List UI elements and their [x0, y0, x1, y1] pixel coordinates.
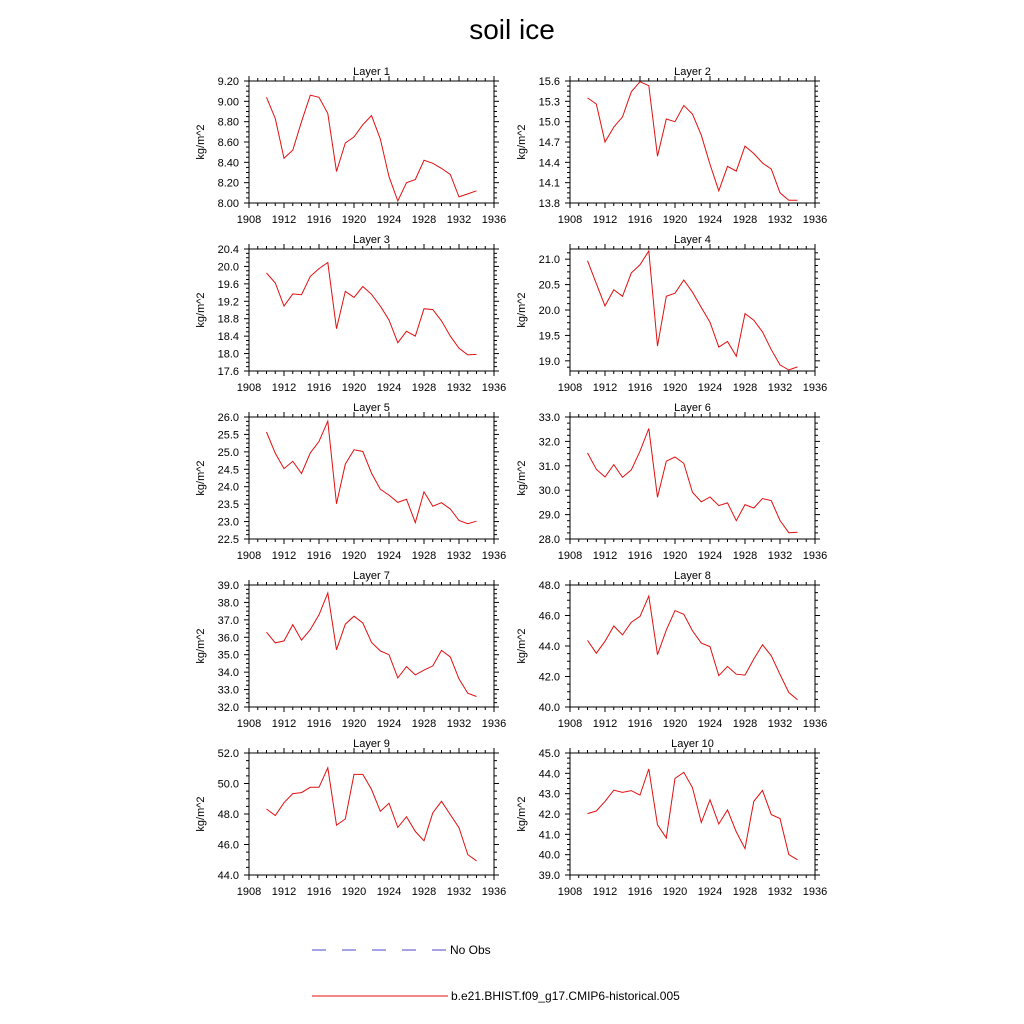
- x-tick-label: 1908: [236, 886, 262, 898]
- x-tick-label: 1924: [697, 718, 723, 730]
- x-tick-label: 1936: [802, 550, 828, 562]
- series-line-1: [267, 593, 477, 697]
- series-line-1: [267, 421, 477, 524]
- x-tick-label: 1928: [411, 382, 437, 394]
- y-tick-label: 18.0: [217, 348, 239, 361]
- x-tick-label: 1928: [411, 550, 437, 562]
- plot-frame: [249, 753, 494, 875]
- y-tick-label: 50.0: [217, 778, 239, 791]
- y-tick-label: 40.0: [538, 849, 560, 862]
- y-tick-label: 40.0: [538, 702, 560, 714]
- x-tick-label: 1916: [306, 718, 332, 730]
- x-tick-label: 1928: [411, 886, 437, 898]
- x-tick-label: 1924: [697, 550, 723, 562]
- y-axis-label: kg/m^2: [516, 628, 528, 664]
- panel-title: Layer 2: [674, 66, 711, 78]
- x-tick-label: 1928: [411, 718, 437, 730]
- x-tick-label: 1924: [376, 718, 402, 730]
- chart-panel-2: [516, 66, 827, 226]
- plot-frame: [249, 585, 494, 707]
- y-tick-label: 24.5: [217, 464, 239, 477]
- x-tick-label: 1928: [732, 382, 758, 394]
- x-tick-label: 1912: [271, 886, 297, 898]
- x-tick-label: 1920: [662, 886, 688, 898]
- y-tick-label: 25.0: [217, 446, 239, 459]
- x-tick-label: 1908: [557, 718, 583, 730]
- y-axis-label: kg/m^2: [195, 628, 207, 664]
- y-tick-label: 42.0: [538, 671, 560, 684]
- x-tick-label: 1928: [732, 214, 758, 226]
- y-tick-label: 19.0: [538, 355, 560, 368]
- y-tick-label: 14.1: [538, 177, 560, 190]
- x-tick-label: 1932: [446, 718, 472, 730]
- panel-title: Layer 10: [671, 738, 714, 750]
- x-tick-label: 1916: [627, 550, 653, 562]
- y-tick-label: 44.0: [538, 768, 560, 781]
- x-tick-label: 1920: [341, 550, 367, 562]
- x-tick-label: 1908: [557, 550, 583, 562]
- panel-title: Layer 9: [353, 738, 390, 750]
- x-tick-label: 1912: [271, 382, 297, 394]
- y-tick-label: 25.5: [217, 429, 239, 442]
- y-axis-label: kg/m^2: [516, 124, 528, 160]
- y-tick-label: 44.0: [217, 870, 239, 882]
- x-tick-label: 1932: [767, 550, 793, 562]
- x-tick-label: 1916: [627, 382, 653, 394]
- chart-panel-1: [195, 66, 506, 226]
- x-tick-label: 1908: [557, 214, 583, 226]
- x-tick-label: 1936: [802, 382, 828, 394]
- y-tick-label: 8.80: [217, 116, 239, 129]
- plot-frame: [570, 417, 815, 539]
- y-tick-label: 20.0: [217, 261, 239, 274]
- y-tick-label: 18.8: [217, 313, 239, 326]
- x-tick-label: 1936: [481, 214, 507, 226]
- panel-title: Layer 4: [674, 234, 711, 246]
- x-tick-label: 1936: [481, 550, 507, 562]
- y-tick-label: 8.40: [217, 157, 239, 170]
- x-tick-label: 1920: [341, 214, 367, 226]
- y-tick-label: 45.0: [538, 748, 560, 760]
- y-tick-label: 34.0: [217, 667, 239, 680]
- y-tick-label: 46.0: [538, 610, 560, 623]
- x-tick-label: 1912: [271, 214, 297, 226]
- x-tick-label: 1928: [732, 718, 758, 730]
- y-tick-label: 20.4: [217, 244, 239, 256]
- x-tick-label: 1936: [481, 382, 507, 394]
- legend: [312, 943, 680, 1003]
- x-tick-label: 1912: [592, 214, 618, 226]
- series-line-1: [267, 263, 477, 355]
- x-tick-label: 1932: [767, 382, 793, 394]
- y-tick-label: 13.8: [538, 198, 560, 210]
- y-tick-label: 8.20: [217, 177, 239, 190]
- y-tick-label: 17.6: [217, 366, 239, 378]
- panel-title: Layer 8: [674, 570, 711, 582]
- x-tick-label: 1932: [446, 886, 472, 898]
- plot-frame: [570, 249, 815, 371]
- chart-panel-8: [516, 570, 827, 730]
- x-tick-label: 1916: [306, 382, 332, 394]
- y-tick-label: 23.5: [217, 499, 239, 512]
- y-tick-label: 26.0: [217, 412, 239, 424]
- panel-title: Layer 3: [353, 234, 390, 246]
- series-line-1: [588, 251, 798, 370]
- x-tick-label: 1908: [236, 214, 262, 226]
- x-tick-label: 1924: [376, 886, 402, 898]
- y-tick-label: 14.4: [538, 157, 560, 170]
- series-line-1: [588, 82, 798, 201]
- x-tick-label: 1916: [627, 886, 653, 898]
- y-tick-label: 32.0: [217, 702, 239, 714]
- y-axis-label: kg/m^2: [516, 796, 528, 832]
- y-tick-label: 15.6: [538, 76, 560, 88]
- y-tick-label: 39.0: [538, 870, 560, 882]
- y-tick-label: 42.0: [538, 809, 560, 821]
- x-tick-label: 1924: [376, 214, 402, 226]
- chart-panel-10: [516, 738, 827, 898]
- x-tick-label: 1920: [341, 718, 367, 730]
- y-tick-label: 19.2: [217, 296, 239, 309]
- x-tick-label: 1928: [732, 886, 758, 898]
- x-tick-label: 1916: [306, 886, 332, 898]
- x-tick-label: 1916: [627, 214, 653, 226]
- x-tick-label: 1932: [767, 886, 793, 898]
- x-tick-label: 1916: [306, 214, 332, 226]
- y-axis-label: kg/m^2: [195, 796, 207, 832]
- x-tick-label: 1936: [802, 886, 828, 898]
- x-tick-label: 1912: [271, 550, 297, 562]
- x-tick-label: 1912: [592, 886, 618, 898]
- y-tick-label: 23.0: [217, 516, 239, 529]
- y-tick-label: 15.0: [538, 116, 560, 129]
- series-line-1: [588, 769, 798, 860]
- y-tick-label: 48.0: [538, 580, 560, 592]
- plot-frame: [570, 753, 815, 875]
- y-tick-label: 24.0: [217, 481, 239, 494]
- plot-frame: [249, 81, 494, 203]
- x-tick-label: 1924: [697, 886, 723, 898]
- x-tick-label: 1912: [271, 718, 297, 730]
- x-tick-label: 1908: [557, 382, 583, 394]
- x-tick-label: 1932: [767, 718, 793, 730]
- plot-frame: [570, 81, 815, 203]
- y-tick-label: 20.0: [538, 305, 560, 317]
- y-tick-label: 28.0: [538, 534, 560, 546]
- x-tick-label: 1932: [446, 214, 472, 226]
- y-axis-label: kg/m^2: [195, 460, 207, 496]
- plot-frame: [249, 249, 494, 371]
- y-tick-label: 9.20: [217, 76, 239, 88]
- x-tick-label: 1912: [592, 550, 618, 562]
- x-tick-label: 1908: [236, 550, 262, 562]
- y-tick-label: 18.4: [217, 331, 239, 344]
- y-tick-label: 43.0: [538, 788, 560, 801]
- y-tick-label: 9.00: [217, 96, 239, 109]
- chart-panel-6: [516, 402, 827, 562]
- x-tick-label: 1932: [767, 214, 793, 226]
- x-tick-label: 1932: [446, 550, 472, 562]
- x-tick-label: 1916: [627, 718, 653, 730]
- legend-model-label: b.e21.BHIST.f09_g17.CMIP6-historical.005: [451, 989, 680, 1003]
- x-tick-label: 1928: [411, 214, 437, 226]
- y-tick-label: 20.5: [538, 279, 560, 292]
- y-tick-label: 15.3: [538, 96, 560, 109]
- x-tick-label: 1920: [662, 382, 688, 394]
- x-tick-label: 1936: [802, 718, 828, 730]
- chart-panel-4: [516, 234, 827, 394]
- x-tick-label: 1924: [376, 550, 402, 562]
- y-tick-label: 36.0: [217, 632, 239, 645]
- y-tick-label: 48.0: [217, 809, 239, 821]
- x-tick-label: 1908: [236, 382, 262, 394]
- y-tick-label: 44.0: [538, 641, 560, 653]
- y-tick-label: 33.0: [538, 412, 560, 424]
- series-line-1: [588, 429, 798, 533]
- chart-panel-7: [195, 570, 506, 730]
- legend-obs-label: No Obs: [450, 943, 491, 957]
- x-tick-label: 1916: [306, 550, 332, 562]
- series-line-1: [267, 95, 477, 201]
- y-tick-label: 31.0: [538, 460, 560, 473]
- y-tick-label: 33.0: [217, 684, 239, 697]
- y-tick-label: 29.0: [538, 509, 560, 522]
- x-tick-label: 1920: [662, 550, 688, 562]
- series-line-1: [588, 596, 798, 700]
- y-tick-label: 22.5: [217, 534, 239, 546]
- y-tick-label: 35.0: [217, 649, 239, 662]
- x-tick-label: 1908: [236, 718, 262, 730]
- x-tick-label: 1924: [697, 382, 723, 394]
- x-tick-label: 1912: [592, 718, 618, 730]
- y-tick-label: 39.0: [217, 580, 239, 592]
- x-tick-label: 1928: [732, 550, 758, 562]
- y-tick-label: 19.6: [217, 278, 239, 291]
- x-tick-label: 1920: [341, 382, 367, 394]
- panel-title: Layer 7: [353, 570, 390, 582]
- y-tick-label: 37.0: [217, 614, 239, 627]
- y-tick-label: 19.5: [538, 330, 560, 343]
- x-tick-label: 1920: [662, 718, 688, 730]
- chart-panel-5: [195, 402, 506, 562]
- y-tick-label: 46.0: [217, 839, 239, 852]
- panel-title: Layer 1: [353, 66, 390, 78]
- series-line-1: [267, 768, 477, 861]
- y-tick-label: 38.0: [217, 597, 239, 610]
- x-tick-label: 1936: [802, 214, 828, 226]
- chart-panel-3: [195, 234, 506, 394]
- x-tick-label: 1920: [341, 886, 367, 898]
- x-tick-label: 1924: [697, 214, 723, 226]
- y-tick-label: 8.00: [217, 198, 239, 210]
- x-tick-label: 1920: [662, 214, 688, 226]
- x-tick-label: 1908: [557, 886, 583, 898]
- y-tick-label: 52.0: [217, 748, 239, 760]
- x-tick-label: 1924: [376, 382, 402, 394]
- plot-frame: [249, 417, 494, 539]
- y-tick-label: 21.0: [538, 254, 560, 267]
- y-tick-label: 41.0: [538, 829, 560, 842]
- panel-title: Layer 6: [674, 402, 711, 414]
- y-axis-label: kg/m^2: [195, 124, 207, 160]
- y-tick-label: 30.0: [538, 485, 560, 498]
- figure-title: soil ice: [469, 14, 555, 45]
- y-axis-label: kg/m^2: [195, 292, 207, 328]
- y-axis-label: kg/m^2: [516, 292, 528, 328]
- x-tick-label: 1936: [481, 718, 507, 730]
- x-tick-label: 1932: [446, 382, 472, 394]
- y-tick-label: 14.7: [538, 137, 560, 149]
- y-tick-label: 32.0: [538, 436, 560, 449]
- y-tick-label: 8.60: [217, 137, 239, 149]
- panel-title: Layer 5: [353, 402, 390, 414]
- y-axis-label: kg/m^2: [516, 460, 528, 496]
- x-tick-label: 1936: [481, 886, 507, 898]
- x-tick-label: 1912: [592, 382, 618, 394]
- plot-frame: [570, 585, 815, 707]
- chart-panel-9: [195, 738, 506, 898]
